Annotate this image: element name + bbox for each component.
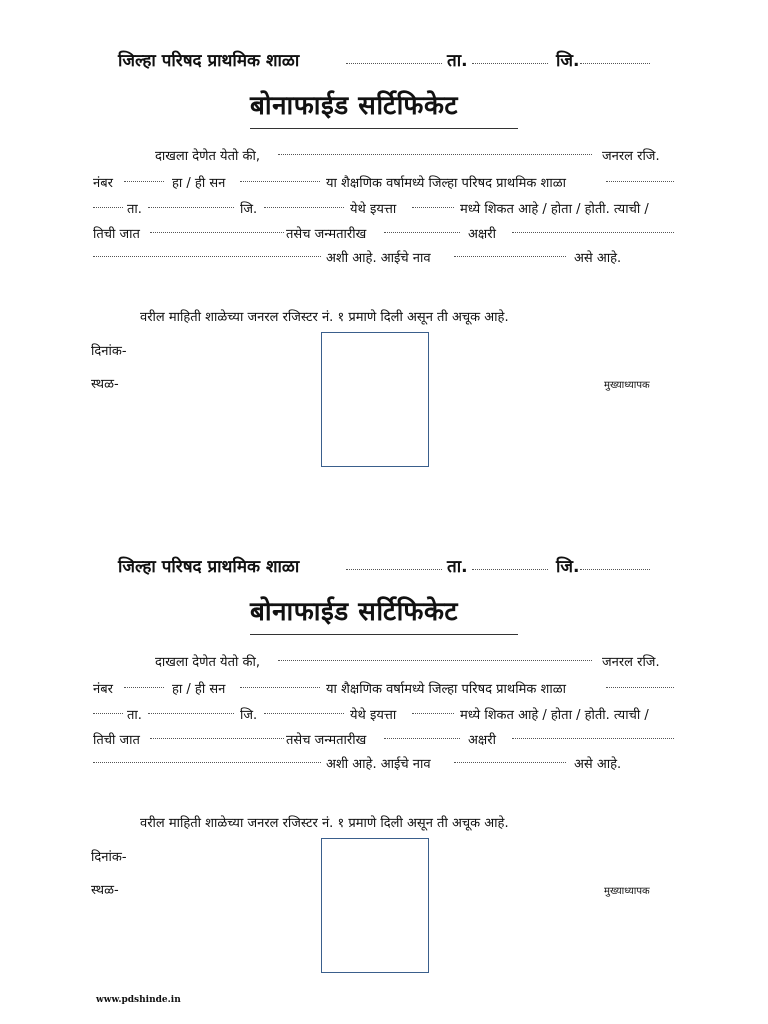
district-blank bbox=[264, 207, 344, 208]
village-blank bbox=[93, 207, 123, 208]
body-line3-class: येथे इयत्ता bbox=[350, 708, 397, 723]
school-name-blank bbox=[346, 569, 442, 570]
title-underline bbox=[250, 634, 518, 635]
body-line5-end: असे आहे. bbox=[574, 757, 622, 772]
birthdate-words-cont-blank bbox=[93, 762, 321, 763]
taluka-blank bbox=[148, 713, 234, 714]
caste-blank bbox=[150, 738, 284, 739]
headmaster-label: मुख्याध्यापक bbox=[604, 886, 650, 897]
body-line2-register: नंबर bbox=[93, 176, 113, 191]
body-line1-end: जनरल रजि. bbox=[602, 149, 660, 164]
date-label: दिनांक- bbox=[91, 850, 127, 865]
register-number-blank bbox=[124, 687, 164, 688]
school-name-blank bbox=[346, 63, 442, 64]
body-line4-in-words: अक्षरी bbox=[468, 227, 496, 242]
class-blank bbox=[412, 713, 454, 714]
register-number-blank bbox=[124, 181, 164, 182]
body-line4-caste: तिची जात bbox=[93, 227, 140, 242]
birthdate-blank bbox=[384, 232, 460, 233]
body-line3-studying: मध्ये शिकत आहे / होता / होती. त्याची / bbox=[460, 708, 649, 723]
body-line1-end: जनरल रजि. bbox=[602, 655, 660, 670]
taluka-header-blank bbox=[472, 569, 548, 570]
body-line3-class: येथे इयत्ता bbox=[350, 202, 397, 217]
year-blank bbox=[240, 181, 320, 182]
student-name-blank bbox=[278, 660, 592, 661]
body-line4-birthdate: तसेच जन्मतारीख bbox=[286, 227, 367, 242]
birthdate-words-blank bbox=[512, 232, 674, 233]
taluka-header-label: ता. bbox=[447, 557, 468, 577]
place-label: स्थळ- bbox=[91, 377, 119, 392]
mother-name-blank bbox=[454, 256, 566, 257]
village-blank bbox=[93, 713, 123, 714]
body-line4-birthdate: तसेच जन्मतारीख bbox=[286, 733, 367, 748]
body-line1-start: दाखला देणेत येतो की, bbox=[155, 149, 260, 164]
district-header-label: जि. bbox=[556, 557, 580, 577]
caste-blank bbox=[150, 232, 284, 233]
district-header-blank bbox=[580, 63, 650, 64]
body-line3-taluka: ता. bbox=[127, 202, 142, 217]
date-label: दिनांक- bbox=[91, 344, 127, 359]
declaration-text: वरील माहिती शाळेच्या जनरल रजिस्टर नं. १ प्रमाणे दिली असून ती अचूक आहे. bbox=[140, 816, 509, 831]
school-header-label: जिल्हा परिषद प्राथमिक शाळा bbox=[118, 51, 300, 71]
birthdate-words-blank bbox=[512, 738, 674, 739]
school-header-label: जिल्हा परिषद प्राथमिक शाळा bbox=[118, 557, 300, 577]
photo-box bbox=[321, 838, 429, 973]
school-blank bbox=[606, 181, 674, 182]
certificate-top bbox=[0, 0, 768, 500]
body-line2-school: या शैक्षणिक वर्षामध्ये जिल्हा परिषद प्राथमिक शाळा bbox=[326, 176, 566, 191]
body-line3-district: जि. bbox=[240, 708, 258, 723]
body-line5-mother: अशी आहे. आईचे नाव bbox=[326, 251, 431, 266]
student-name-blank bbox=[278, 154, 592, 155]
body-line5-mother: अशी आहे. आईचे नाव bbox=[326, 757, 431, 772]
body-line2-year: हा / ही सन bbox=[172, 176, 226, 191]
birthdate-words-cont-blank bbox=[93, 256, 321, 257]
body-line5-end: असे आहे. bbox=[574, 251, 622, 266]
school-blank bbox=[606, 687, 674, 688]
year-blank bbox=[240, 687, 320, 688]
birthdate-blank bbox=[384, 738, 460, 739]
mother-name-blank bbox=[454, 762, 566, 763]
certificate-title: बोनाफाईड सर्टिफिकेट bbox=[250, 597, 459, 627]
body-line3-taluka: ता. bbox=[127, 708, 142, 723]
title-underline bbox=[250, 128, 518, 129]
class-blank bbox=[412, 207, 454, 208]
body-line3-district: जि. bbox=[240, 202, 258, 217]
body-line2-register: नंबर bbox=[93, 682, 113, 697]
declaration-text: वरील माहिती शाळेच्या जनरल रजिस्टर नं. १ प्रमाणे दिली असून ती अचूक आहे. bbox=[140, 310, 509, 325]
body-line3-studying: मध्ये शिकत आहे / होता / होती. त्याची / bbox=[460, 202, 649, 217]
body-line2-school: या शैक्षणिक वर्षामध्ये जिल्हा परिषद प्राथमिक शाळा bbox=[326, 682, 566, 697]
certificate-title: बोनाफाईड सर्टिफिकेट bbox=[250, 91, 459, 121]
district-blank bbox=[264, 713, 344, 714]
body-line4-in-words: अक्षरी bbox=[468, 733, 496, 748]
body-line1-start: दाखला देणेत येतो की, bbox=[155, 655, 260, 670]
taluka-header-blank bbox=[472, 63, 548, 64]
taluka-blank bbox=[148, 207, 234, 208]
place-label: स्थळ- bbox=[91, 883, 119, 898]
body-line4-caste: तिची जात bbox=[93, 733, 140, 748]
body-line2-year: हा / ही सन bbox=[172, 682, 226, 697]
certificate-bottom bbox=[0, 506, 768, 1006]
photo-box bbox=[321, 332, 429, 467]
headmaster-label: मुख्याध्यापक bbox=[604, 380, 650, 391]
website-footer: www.pdshinde.in bbox=[96, 995, 181, 1005]
district-header-label: जि. bbox=[556, 51, 580, 71]
district-header-blank bbox=[580, 569, 650, 570]
taluka-header-label: ता. bbox=[447, 51, 468, 71]
